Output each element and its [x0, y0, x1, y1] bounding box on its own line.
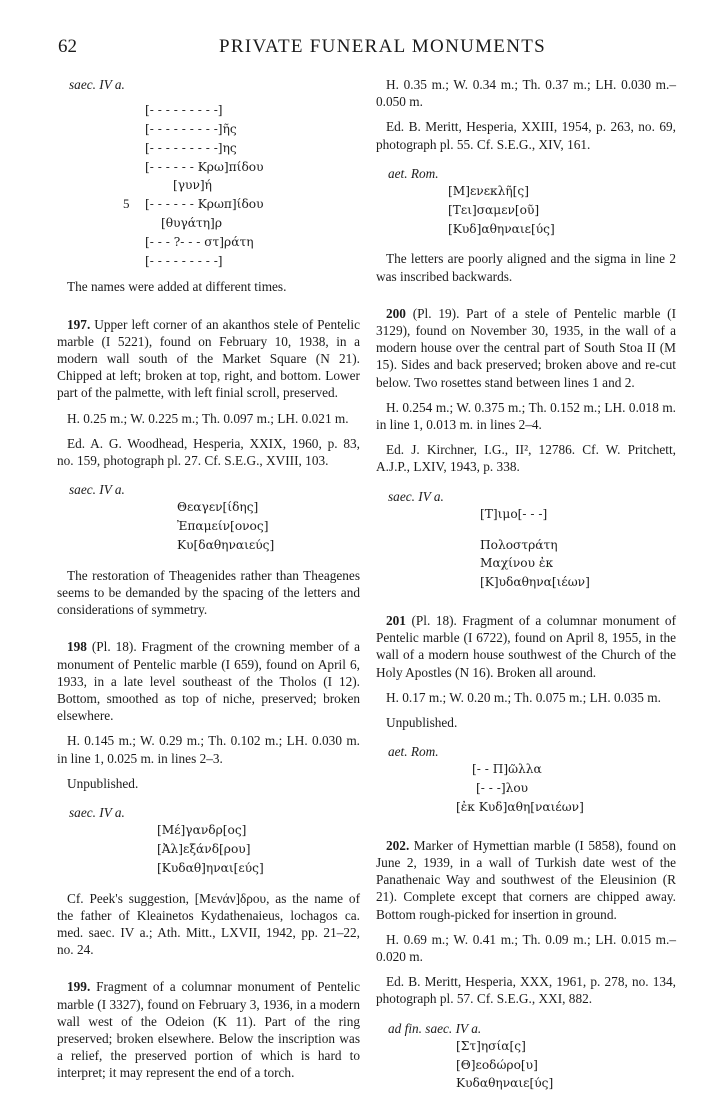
entry-number: 199.	[67, 979, 91, 995]
entry-198-inscription	[157, 821, 360, 877]
entry-197-description: 197. Upper left corner of an akanthos stele of Pentelic marble (I 5221), found on February 10, 1938, in a modern wall south of the Market Square (N 21). Chipped at left; broken at top, right, and bottom. Lower part of the palmette, with left finial scroll, preserved.	[57, 316, 360, 401]
entry-199-measurements: H. 0.35 m.; W. 0.34 m.; Th. 0.37 m.; LH. 0.030 m.– 0.050 m.	[376, 77, 676, 110]
entry-198-description: 198 (Pl. 18). Fragment of the crowning member of a monument of Pentelic marble (I 659), found on April 6, 1933, in a late level southeast of the Tholos (I 12). Bottom, smoothed as top of niche, preserved; broken elsewhere.	[57, 639, 361, 724]
inscription-line: [θυγάτη]ρ	[161, 215, 222, 230]
inscription-line: [ἐκ Κυδ]αθη[ναιέων]	[456, 800, 584, 815]
inscription-line: Θεαγεν[ίδης]	[177, 500, 259, 515]
entry-201-date: aet. Rom.	[388, 744, 439, 760]
inscription-line: [- - - - - - Κρω]πίδου	[145, 159, 264, 174]
entry-number: 202.	[386, 837, 410, 853]
entry-197-inscription	[177, 498, 360, 554]
entry-197-measurements: H. 0.25 m.; W. 0.225 m.; Th. 0.097 m.; LH. 0.021 m.	[67, 410, 349, 426]
inscription-line: [- - - - - - - - -]	[145, 103, 223, 118]
entry-196-note: The names were added at different times.	[67, 279, 287, 295]
entry-198-note: Cf. Peek's suggestion, [Μενάν]δρου, as the name of the father of Kleainetos Kydathenaieus, lochagos ca. med. saec. IV a.; Ath. Mitt., LXVII, 1942, pp. 21–22, no. 24.	[57, 890, 360, 958]
inscription-line: [Τει]σαμεν[οῦ]	[448, 202, 540, 217]
inscription-line: [Τ]ιμο[- - -]	[480, 506, 548, 521]
page-header	[58, 36, 667, 62]
inscription-line: [Θ]εοδώρο[υ]	[456, 1057, 538, 1072]
inscription-line: [- - - - - - - - -]ῆς	[145, 122, 237, 136]
inscription-line: [- - - ?- - - στ]ράτη	[145, 234, 254, 249]
inscription-line: [- - Π]ῶλλα	[472, 762, 542, 777]
entry-199-edition: Ed. B. Meritt, Hesperia, XXIII, 1954, p. 263, no. 69, photograph pl. 55. Cf. S.E.G., XIV, 161.	[376, 119, 676, 152]
inscription-line: Μαχίνου ἐκ	[480, 556, 554, 571]
entry-199-note: The letters are poorly aligned and the sigma in line 2 was inscribed backwards.	[376, 251, 676, 284]
entry-202-inscription	[456, 1037, 676, 1093]
inscription-line: [γυν]ή	[173, 178, 212, 193]
inscription-line: Κυδαθηναιε[ύς]	[456, 1076, 554, 1091]
inscription-line: Ἐπαμείν[ονος]	[177, 519, 269, 534]
entry-number: 197.	[67, 316, 91, 332]
entry-198-date: saec. IV a.	[69, 805, 125, 821]
entry-202-edition: Ed. B. Meritt, Hesperia, XXX, 1961, p. 278, no. 134, photograph pl. 57. Cf. S.E.G., XXI, 882.	[376, 974, 676, 1007]
entry-197-date: saec. IV a.	[69, 482, 125, 498]
entry-201-description: 201 (Pl. 18). Fragment of a columnar monument of Pentelic marble (I 6722), found on April 8, 1955, in the wall of a modern house southwest of the Church of the Holy Apostles (N 16). Broken all around.	[376, 613, 677, 680]
entry-199-inscription	[448, 182, 676, 238]
inscription-line: Κυ[δαθηναιεύς]	[177, 538, 275, 552]
entry-200-measurements: H. 0.254 m.; W. 0.375 m.; Th. 0.152 m.; LH. 0.018 m. in line 1, 0.013 m. in lines 2–4.	[376, 399, 676, 433]
entry-198-measurements: H. 0.145 m.; W. 0.29 m.; Th. 0.102 m.; LH. 0.030 m. in line 1, 0.025 m. in lines 2–3.	[57, 733, 360, 766]
entry-number: 198	[67, 639, 87, 655]
inscription-line: 5 [- - - - - - Κρωπ]ίδου	[123, 196, 264, 212]
entry-196-inscription	[123, 101, 360, 270]
right-column	[376, 76, 676, 1093]
entry-201-inscription	[456, 760, 676, 816]
entry-200-edition: Ed. J. Kirchner, I.G., II², 12786. Cf. W. Pritchett, A.J.P., LXIV, 1943, p. 338.	[376, 442, 676, 475]
inscription-line: [Κυδαθ]ηναι[εύς]	[157, 860, 264, 875]
entry-196-date: saec. IV a.	[69, 77, 125, 92]
inscription-line: [Κυδ]αθηναιε[ύς]	[448, 221, 555, 236]
entry-199-date: aet. Rom.	[388, 165, 439, 181]
left-column	[57, 76, 360, 1082]
entry-200-inscription	[480, 505, 676, 592]
entry-201-edition: Unpublished.	[386, 715, 458, 731]
inscription-line: [- - -]λου	[476, 781, 529, 796]
inscription-line: [Μέ]γανδρ[ος]	[157, 823, 247, 838]
entry-number: 200	[386, 305, 406, 321]
entry-202-measurements: H. 0.69 m.; W. 0.41 m.; Th. 0.09 m.; LH. 0.015 m.– 0.020 m.	[376, 931, 676, 965]
entry-199-description: 199. Fragment of a columnar monument of Pentelic marble (I 3327), found on February 3, 1936, in a modern wall west of the Odeion (K 11). Part of the ring preserved; broken elsewhere. Below the inscription was a relief, the preserved portion of which is hard to interpret; it may represent the end of a torch.	[57, 979, 360, 1081]
inscription-line: [- - - - - - - - -]ης	[145, 140, 237, 155]
entry-200-description: 200 (Pl. 19). Part of a stele of Pentelic marble (I 3129), found on November 30, 1935, in the wall of a modern house over the central part of South Stoa II (M 15). Sides and back preserved; broken above and re-cut below. Two rosettes stand between lines 1 and 2.	[376, 305, 676, 390]
inscription-line: [Στ]ησία[ς]	[456, 1038, 526, 1053]
inscription-line: [- - - - - - - - -]	[145, 253, 223, 268]
entry-number: 201	[386, 613, 406, 629]
entry-200-date: saec. IV a.	[388, 488, 444, 504]
entry-198-edition: Unpublished.	[67, 775, 139, 791]
entry-197-edition: Ed. A. G. Woodhead, Hesperia, XXIX, 1960, p. 83, no. 159, photograph pl. 27. Cf. S.E.G., XVIII, 103.	[57, 435, 360, 468]
inscription-line: [Κ]υδαθηνα[ιέων]	[480, 575, 590, 590]
entry-202-date: ad fin. saec. IV a.	[388, 1020, 482, 1036]
inscription-line: [Ἀλ]εξάνδ[ρου]	[157, 842, 251, 857]
entry-202-description: 202. Marker of Hymettian marble (I 5858), found on June 2, 1939, in a wall of Turkish date west of the Panathenaic Way and southwest of the Eleusinion (R 21). Complete except that corners are chipped away. Bottom rough-picked for insertion in ground.	[376, 837, 677, 922]
inscription-line: Πολοστράτη	[480, 537, 558, 552]
running-title: PRIVATE FUNERAL MONUMENTS	[218, 36, 547, 57]
page-number: 62	[58, 36, 77, 57]
entry-197-note: The restoration of Theagenides rather than Theagenes seems to be demanded by the spacing of the letters and considerations of symmetry.	[57, 567, 360, 618]
inscription-line: [Μ]ενεκλῆ[ς]	[448, 184, 530, 199]
entry-201-measurements: H. 0.17 m.; W. 0.20 m.; Th. 0.075 m.; LH. 0.035 m.	[386, 689, 661, 705]
